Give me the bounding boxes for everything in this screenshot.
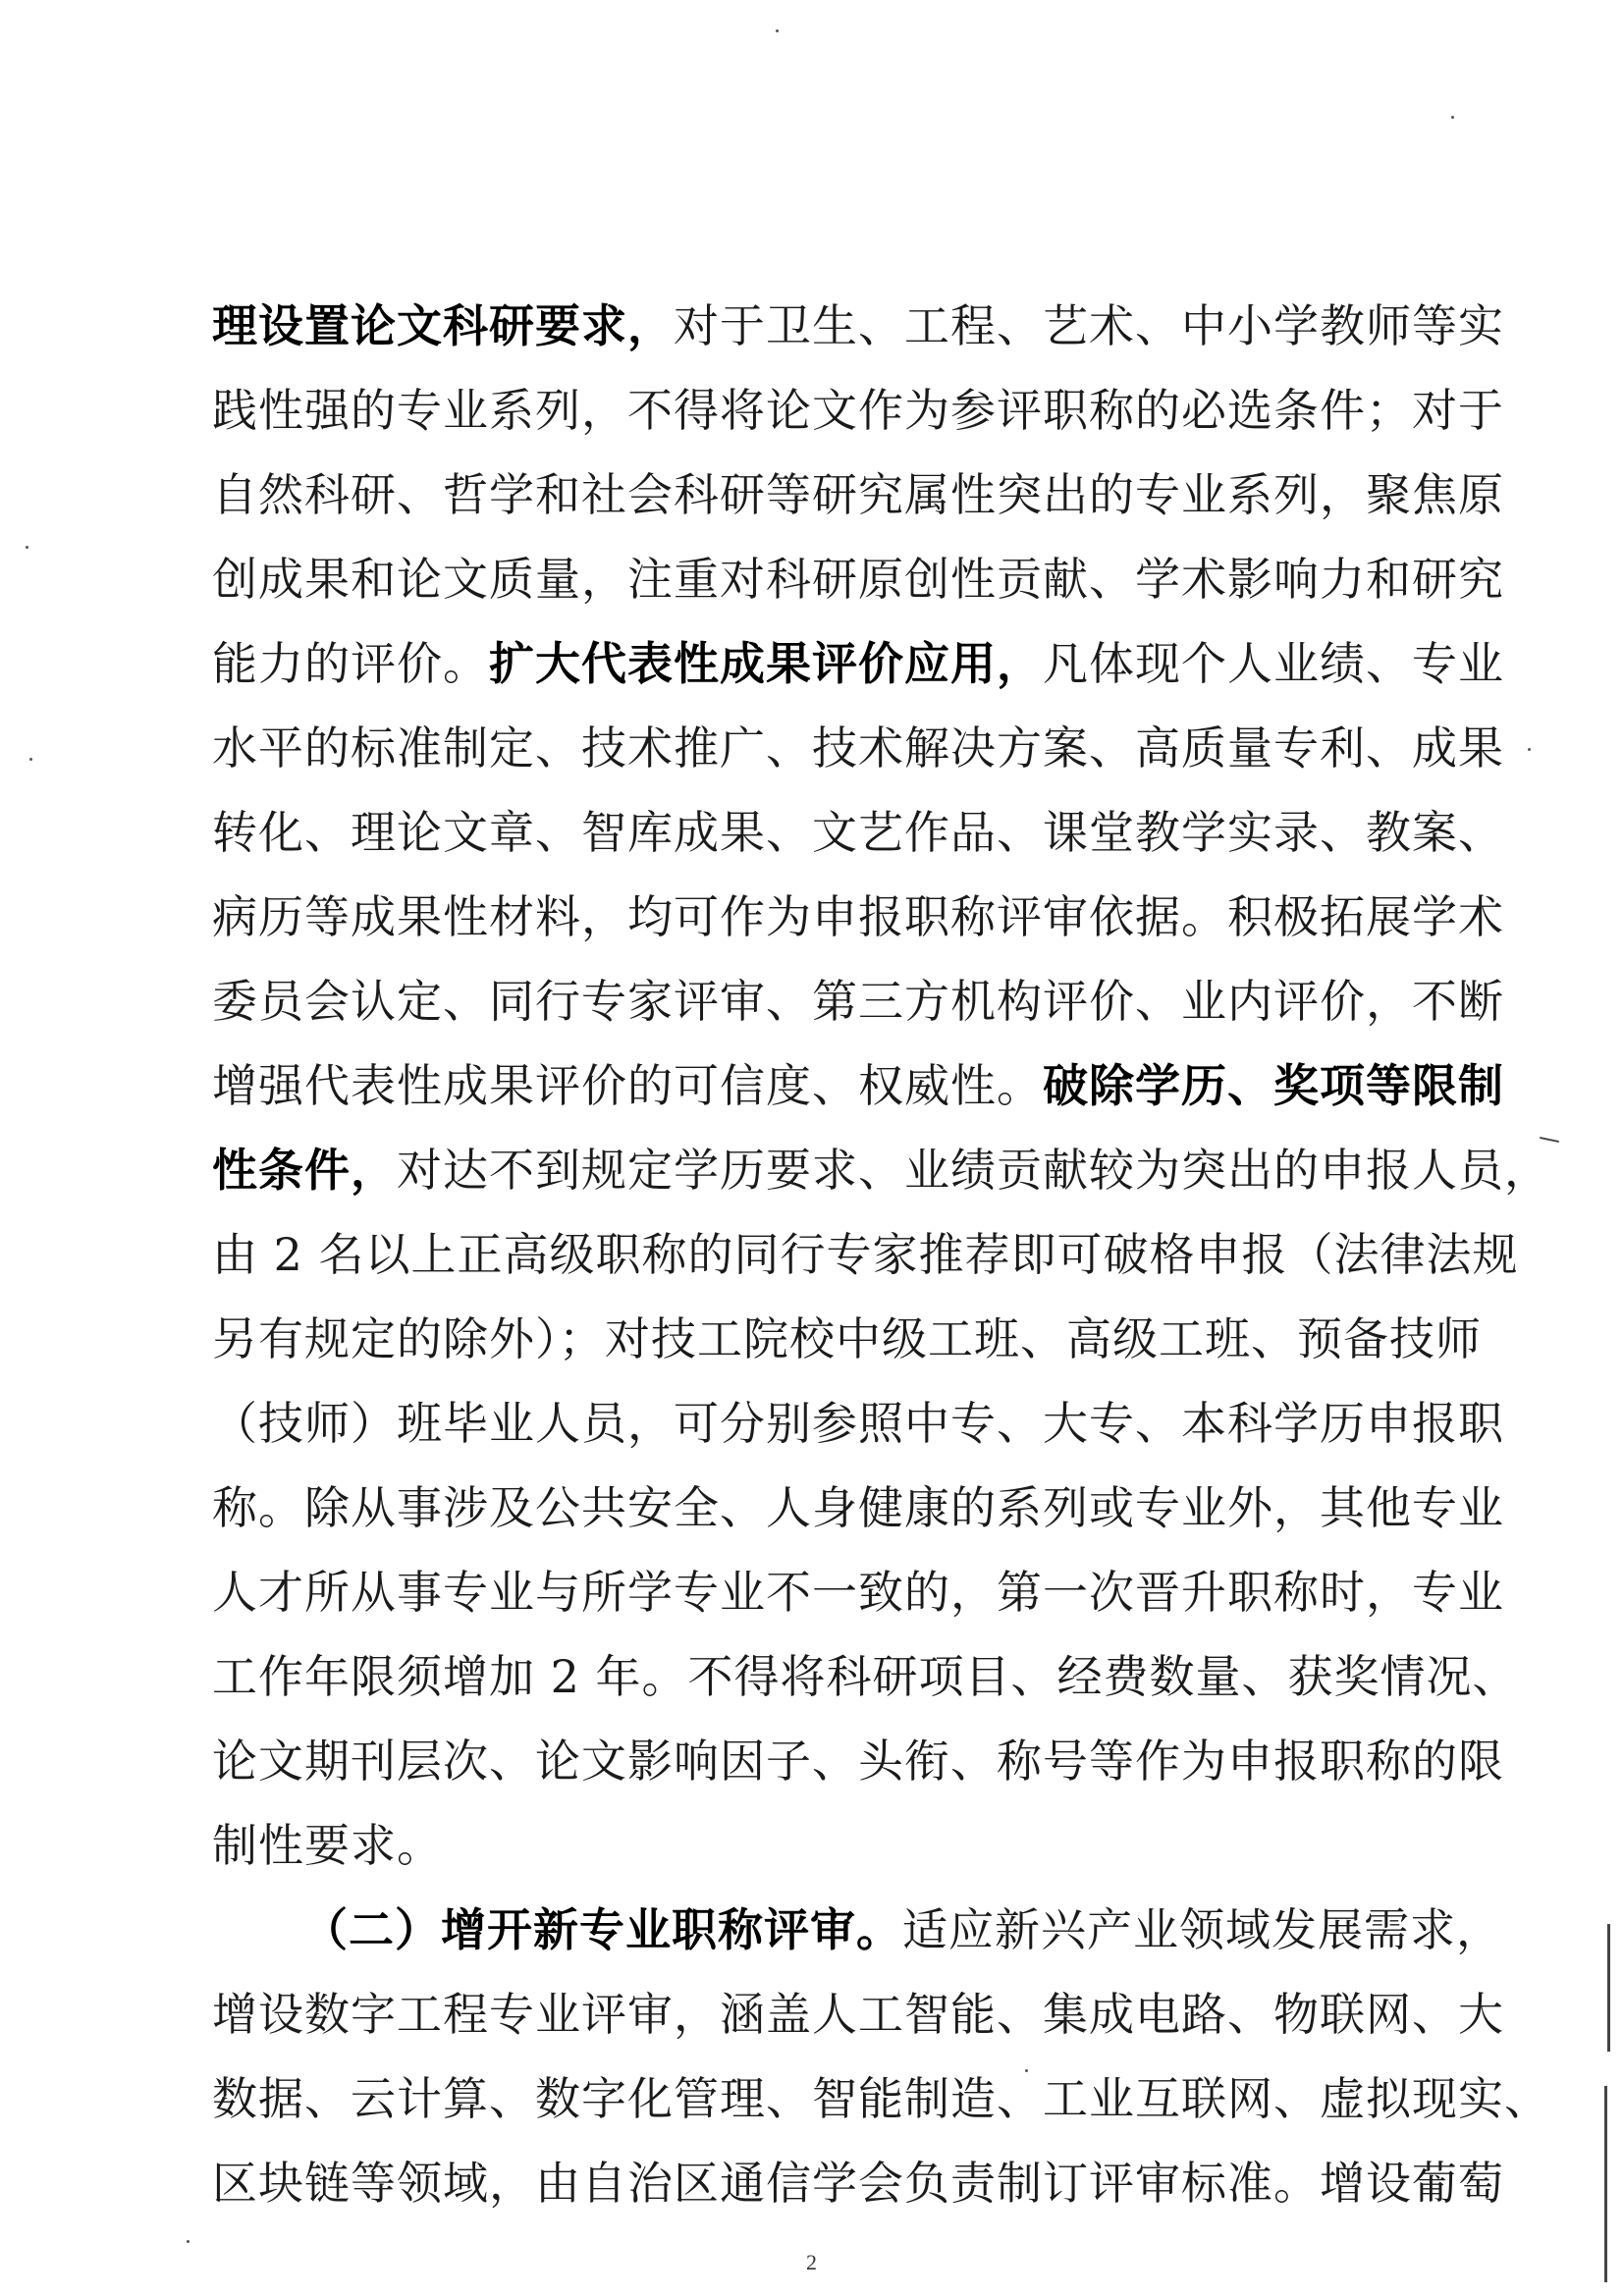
line-text: 创成果和论文质量，注重对科研原创性贡献、学术影响力和研究 [212, 553, 1504, 606]
text-line-3 [212, 459, 1504, 530]
scan-speck [1528, 748, 1531, 751]
bold-phrase: 破除学历、奖项等限制 [1043, 1059, 1504, 1112]
scan-speck [29, 758, 32, 761]
line-text: 人才所从事专业与所学专业不一致的，第一次晋升职称时，专业 [212, 1566, 1504, 1619]
line-text: 践性强的专业系列，不得将论文作为参评职称的必选条件；对于 [212, 384, 1504, 437]
text-line-5 [212, 628, 1504, 699]
text-line-18 [212, 1726, 1504, 1796]
line-text: 称。除从事涉及公共安全、人身健康的系列或专业外，其他专业 [212, 1481, 1504, 1534]
line-text: 自然科研、哲学和社会科研等研究属性突出的专业系列，聚焦原 [212, 468, 1504, 521]
text-line-6 [212, 713, 1504, 783]
bold-phrase: 扩大代表性成果评价应用， [489, 637, 1043, 690]
section-heading-line [302, 1895, 1502, 1965]
scan-speck [1025, 2069, 1028, 2072]
text-line-17 [212, 1641, 1519, 1712]
line-text: 凡体现个人业绩、专业 [1043, 637, 1504, 690]
line-text: 委员会认定、同行专家评审、第三方机构评价、业内评价，不断 [212, 975, 1504, 1028]
text-line-14 [212, 1388, 1504, 1459]
line-text: 增强代表性成果评价的可信度、权威性。 [212, 1059, 1043, 1112]
line-text: 制性要求。 [212, 1819, 443, 1872]
line-text: （技师）班毕业人员，可分别参照中专、大专、本科学历申报职 [212, 1397, 1504, 1450]
line-text: 能力的评价。 [212, 637, 489, 690]
section-heading: （二）增开新专业职称评审。 [302, 1903, 902, 1956]
scan-speck [776, 29, 779, 32]
text-line-22 [212, 2063, 1550, 2134]
scan-edge-line [1607, 1924, 1610, 2052]
line-text: 区块链等领域，由自治区通信学会负责制订评审标准。增设葡萄 [212, 2157, 1504, 2210]
line-text: 对达不到规定学历要求、业绩贡献较为突出的申报人员， [397, 1144, 1550, 1197]
text-line-12 [212, 1219, 1519, 1290]
scan-mark [1540, 1137, 1559, 1143]
text-line-13 [212, 1304, 1482, 1374]
line-text: 增设数字工程专业评审，涵盖人工智能、集成电路、物联网、大 [212, 1988, 1504, 2041]
scan-speck [26, 546, 28, 549]
line-text: 水平的标准制定、技术推广、技术解决方案、高质量专利、成果 [212, 721, 1504, 774]
text-line-8 [212, 881, 1504, 952]
page-number: 2 [806, 2250, 817, 2274]
text-line-16 [212, 1557, 1504, 1628]
text-line-15 [212, 1472, 1504, 1543]
line-text: 转化、理论文章、智库成果、文艺作品、课堂教学实录、教案、 [212, 806, 1504, 859]
line-text: 由 2 名以上正高级职称的同行专家推荐即可破格申报（法律法规 [212, 1228, 1519, 1281]
bold-phrase: 理设置论文科研要求， [212, 299, 674, 352]
line-text: 数据、云计算、数字化管理、智能制造、工业互联网、虚拟现实、 [212, 2072, 1550, 2125]
text-line-10 [212, 1050, 1504, 1121]
text-line-21 [212, 1979, 1504, 2050]
text-line-2 [212, 375, 1504, 446]
line-text: 论文期刊层次、论文影响因子、头衔、称号等作为申报职称的限 [212, 1735, 1504, 1788]
line-text: 病历等成果性材料，均可作为申报职称评审依据。积极拓展学术 [212, 890, 1504, 943]
scan-speck [1451, 116, 1454, 119]
line-text: 适应新兴产业领域发展需求， [902, 1903, 1502, 1956]
line-text: 工作年限须增加 2 年。不得将科研项目、经费数量、获奖情况、 [212, 1650, 1519, 1703]
scan-edge-line [1604, 2086, 1607, 2282]
text-line-19 [212, 1810, 1430, 1881]
line-text: 另有规定的除外）；对技工院校中级工班、高级工班、预备技师 [212, 1312, 1482, 1365]
text-line-1 [212, 291, 1504, 361]
bold-phrase: 性条件， [212, 1144, 397, 1197]
scan-speck [187, 2240, 189, 2243]
line-text: 对于卫生、工程、艺术、中小学教师等实 [674, 299, 1504, 352]
text-line-9 [212, 966, 1504, 1037]
text-line-4 [212, 544, 1504, 614]
text-line-23 [212, 2148, 1504, 2218]
text-line-11 [212, 1135, 1550, 1205]
text-line-7 [212, 797, 1504, 868]
